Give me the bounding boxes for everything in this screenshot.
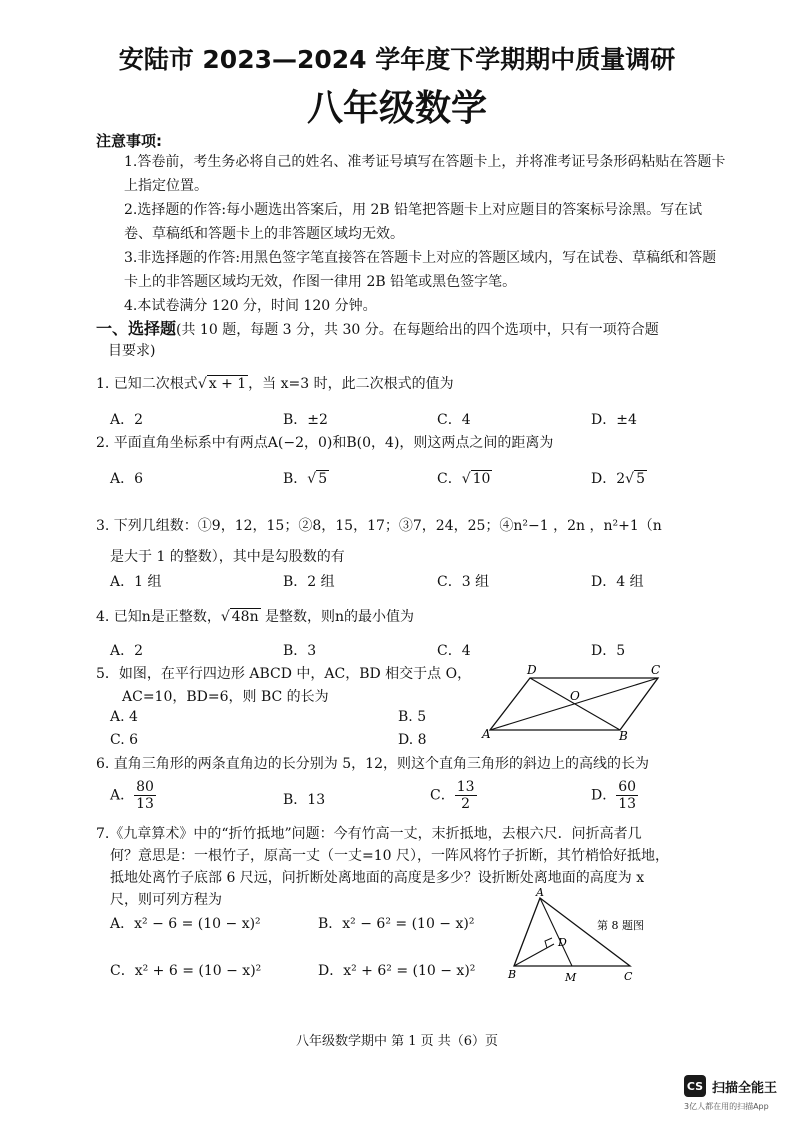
q6-option-c[interactable]: C． $\frac{13}{2}$ bbox=[430, 779, 475, 812]
fraction: $\frac{80}{13}$ bbox=[136, 779, 154, 812]
label-b: B bbox=[619, 729, 628, 742]
label-a: A bbox=[536, 886, 544, 899]
q5-option-b[interactable]: B. 5 bbox=[398, 709, 427, 725]
section-desc: (共 10 题，每题 3 分，共 30 分。在每题给出的四个选项中，只有一项符合题 bbox=[176, 322, 659, 338]
diagonal-bd bbox=[530, 678, 620, 730]
question-7-line-1: 7.《九章算术》中的“折竹抵地”问题：今有竹高一丈，末折抵地，去根六尺．问折高者几 bbox=[96, 826, 642, 842]
q5-option-a[interactable]: A. 4 bbox=[110, 709, 138, 725]
question-3-line-2: 是大于 1 的整数），其中是勾股数的有 bbox=[110, 549, 345, 565]
note-3: 3.非选择题的作答:用黑色签字笔直接答在答题卡上对应的答题区域内，写在试卷、草稿纸和答题卡上的非答题区域均无效，作图一律用 2B 铅笔或黑色签字笔。 bbox=[124, 250, 717, 290]
altitude-bd bbox=[514, 944, 554, 966]
q3-option-d[interactable]: D．4 组 bbox=[591, 574, 644, 590]
q7-option-d[interactable]: D．x² + 6² = (10 − x)² bbox=[318, 963, 476, 979]
radicand: x + 1 bbox=[208, 376, 247, 392]
q6-option-b[interactable]: B．13 bbox=[283, 792, 326, 808]
q6-option-a[interactable]: A． $\frac{80}{13}$ bbox=[110, 779, 154, 812]
q7-option-b[interactable]: B．x² − 6² = (10 − x)² bbox=[318, 916, 475, 932]
scanner-watermark bbox=[684, 1075, 777, 1097]
scanner-tagline: 3亿人都在用的扫描App bbox=[684, 1102, 769, 1111]
fraction: $\frac{60}{13}$ bbox=[618, 779, 637, 812]
exam-title: 安陆市 2023—2024 学年度下学期期中质量调研 bbox=[118, 45, 676, 74]
q4-option-c[interactable]: C．4 bbox=[437, 643, 471, 659]
question-4: 4. 已知n是正整数，√ 48n 是整数，则n的最小值为 bbox=[96, 609, 415, 625]
fraction: $\frac{13}{2}$ bbox=[456, 779, 475, 812]
median-am bbox=[540, 898, 572, 966]
sqrt-sign: √ bbox=[197, 376, 207, 392]
question-2: 2. 平面直角坐标系中有两点A(−2，0)和B(0，4)，则这两点之间的距离为 bbox=[96, 435, 554, 451]
exam-subject: 八年级数学 bbox=[306, 88, 487, 129]
parallelogram-figure bbox=[475, 660, 675, 742]
q5-option-c[interactable]: C. 6 bbox=[110, 732, 139, 748]
question-7-line-3: 抵地处离竹子底部 6 尺远，问折断处离地面的高度是多少？设折断处离地面的高度为 x bbox=[110, 870, 645, 886]
camscanner-logo: CS bbox=[684, 1075, 706, 1097]
q7-option-c[interactable]: C．x² + 6 = (10 − x)² bbox=[110, 963, 262, 979]
section-heading bbox=[96, 316, 659, 339]
q2-option-d[interactable]: D．2√ 5 bbox=[591, 471, 645, 487]
question-1: 1. 已知二次根式√ x + 1 ，当 x=3 时，此二次根式的值为 bbox=[96, 376, 454, 392]
label-d: D bbox=[527, 663, 537, 677]
page-footer: 八年级数学期中 第 1 页 共（6）页 bbox=[295, 1034, 499, 1049]
q7-option-a[interactable]: A．x² − 6 = (10 − x)² bbox=[110, 916, 261, 932]
question-6: 6. 直角三角形的两条直角边的长分别为 5，12，则这个直角三角形的斜边上的高线的长为 bbox=[96, 756, 649, 772]
q1-option-a[interactable]: A．2 bbox=[110, 412, 144, 428]
label-c: C bbox=[624, 970, 633, 983]
section-title: 一、选择题 bbox=[96, 319, 177, 338]
label-a: A bbox=[482, 727, 491, 741]
scanner-app-name: 扫描全能王 bbox=[712, 1080, 778, 1096]
q2-option-c[interactable]: C．√ 10 bbox=[437, 471, 491, 487]
q3-option-c[interactable]: C．3 组 bbox=[437, 574, 490, 590]
question-7-line-2: 何？意思是：一根竹子，原高一丈（一丈=10 尺），一阵风将竹子折断，其竹梢恰好抵地， bbox=[110, 848, 669, 864]
q3-option-a[interactable]: A．1 组 bbox=[110, 574, 162, 590]
triangle-abc bbox=[514, 898, 630, 966]
q4-option-a[interactable]: A．2 bbox=[110, 643, 144, 659]
label-d: D bbox=[558, 936, 567, 949]
section-desc-2: 目要求) bbox=[108, 343, 156, 359]
label-o: O bbox=[570, 689, 580, 703]
q5-option-d[interactable]: D. 8 bbox=[398, 732, 427, 748]
q1-option-c[interactable]: C．4 bbox=[437, 412, 471, 428]
question-7-line-4: 尺，则可列方程为 bbox=[110, 892, 222, 908]
q4-option-d[interactable]: D．5 bbox=[591, 643, 626, 659]
label-b: B bbox=[508, 968, 517, 981]
label-c: C bbox=[651, 663, 661, 677]
notes-heading: 注意事项: bbox=[96, 132, 162, 150]
q4-option-b[interactable]: B．3 bbox=[283, 643, 317, 659]
q3-option-b[interactable]: B．2 组 bbox=[283, 574, 335, 590]
question-5-line-1: 5．如图，在平行四边形 ABCD 中，AC，BD 相交于点 O， bbox=[96, 666, 472, 682]
q6-option-d[interactable]: D． $\frac{60}{13}$ bbox=[591, 779, 637, 812]
note-4: 4.本试卷满分 120 分，时间 120 分钟。 bbox=[124, 298, 377, 314]
figure-caption: 第 8 题图 bbox=[597, 919, 644, 932]
label-m: M bbox=[565, 971, 577, 984]
triangle-figure-8 bbox=[502, 886, 662, 986]
q1-option-d[interactable]: D．±4 bbox=[591, 412, 637, 428]
q1-option-b[interactable]: B．±2 bbox=[283, 412, 328, 428]
q2-option-a[interactable]: A．6 bbox=[110, 471, 144, 487]
q2-option-b[interactable]: B．√ 5 bbox=[283, 471, 328, 487]
question-3-line-1: 3. 下列几组数：①9，12，15；②8，15，17；③7，24，25；④n²−1 ，2n ，n²+1（n bbox=[96, 518, 662, 534]
question-5-line-2: AC=10，BD=6，则 BC 的长为 bbox=[122, 689, 329, 705]
radicand: 48n bbox=[231, 609, 259, 625]
note-2: 2.选择题的作答:每小题选出答案后，用 2B 铅笔把答题卡上对应题目的答案标号涂黑。写在试卷、草稿纸和答题卡上的非答题区域均无效。 bbox=[124, 202, 703, 242]
note-1: 1.答卷前，考生务必将自己的姓名、准考证号填写在答题卡上，并将准考证号条形码粘贴在答题卡上指定位置。 bbox=[124, 154, 726, 194]
